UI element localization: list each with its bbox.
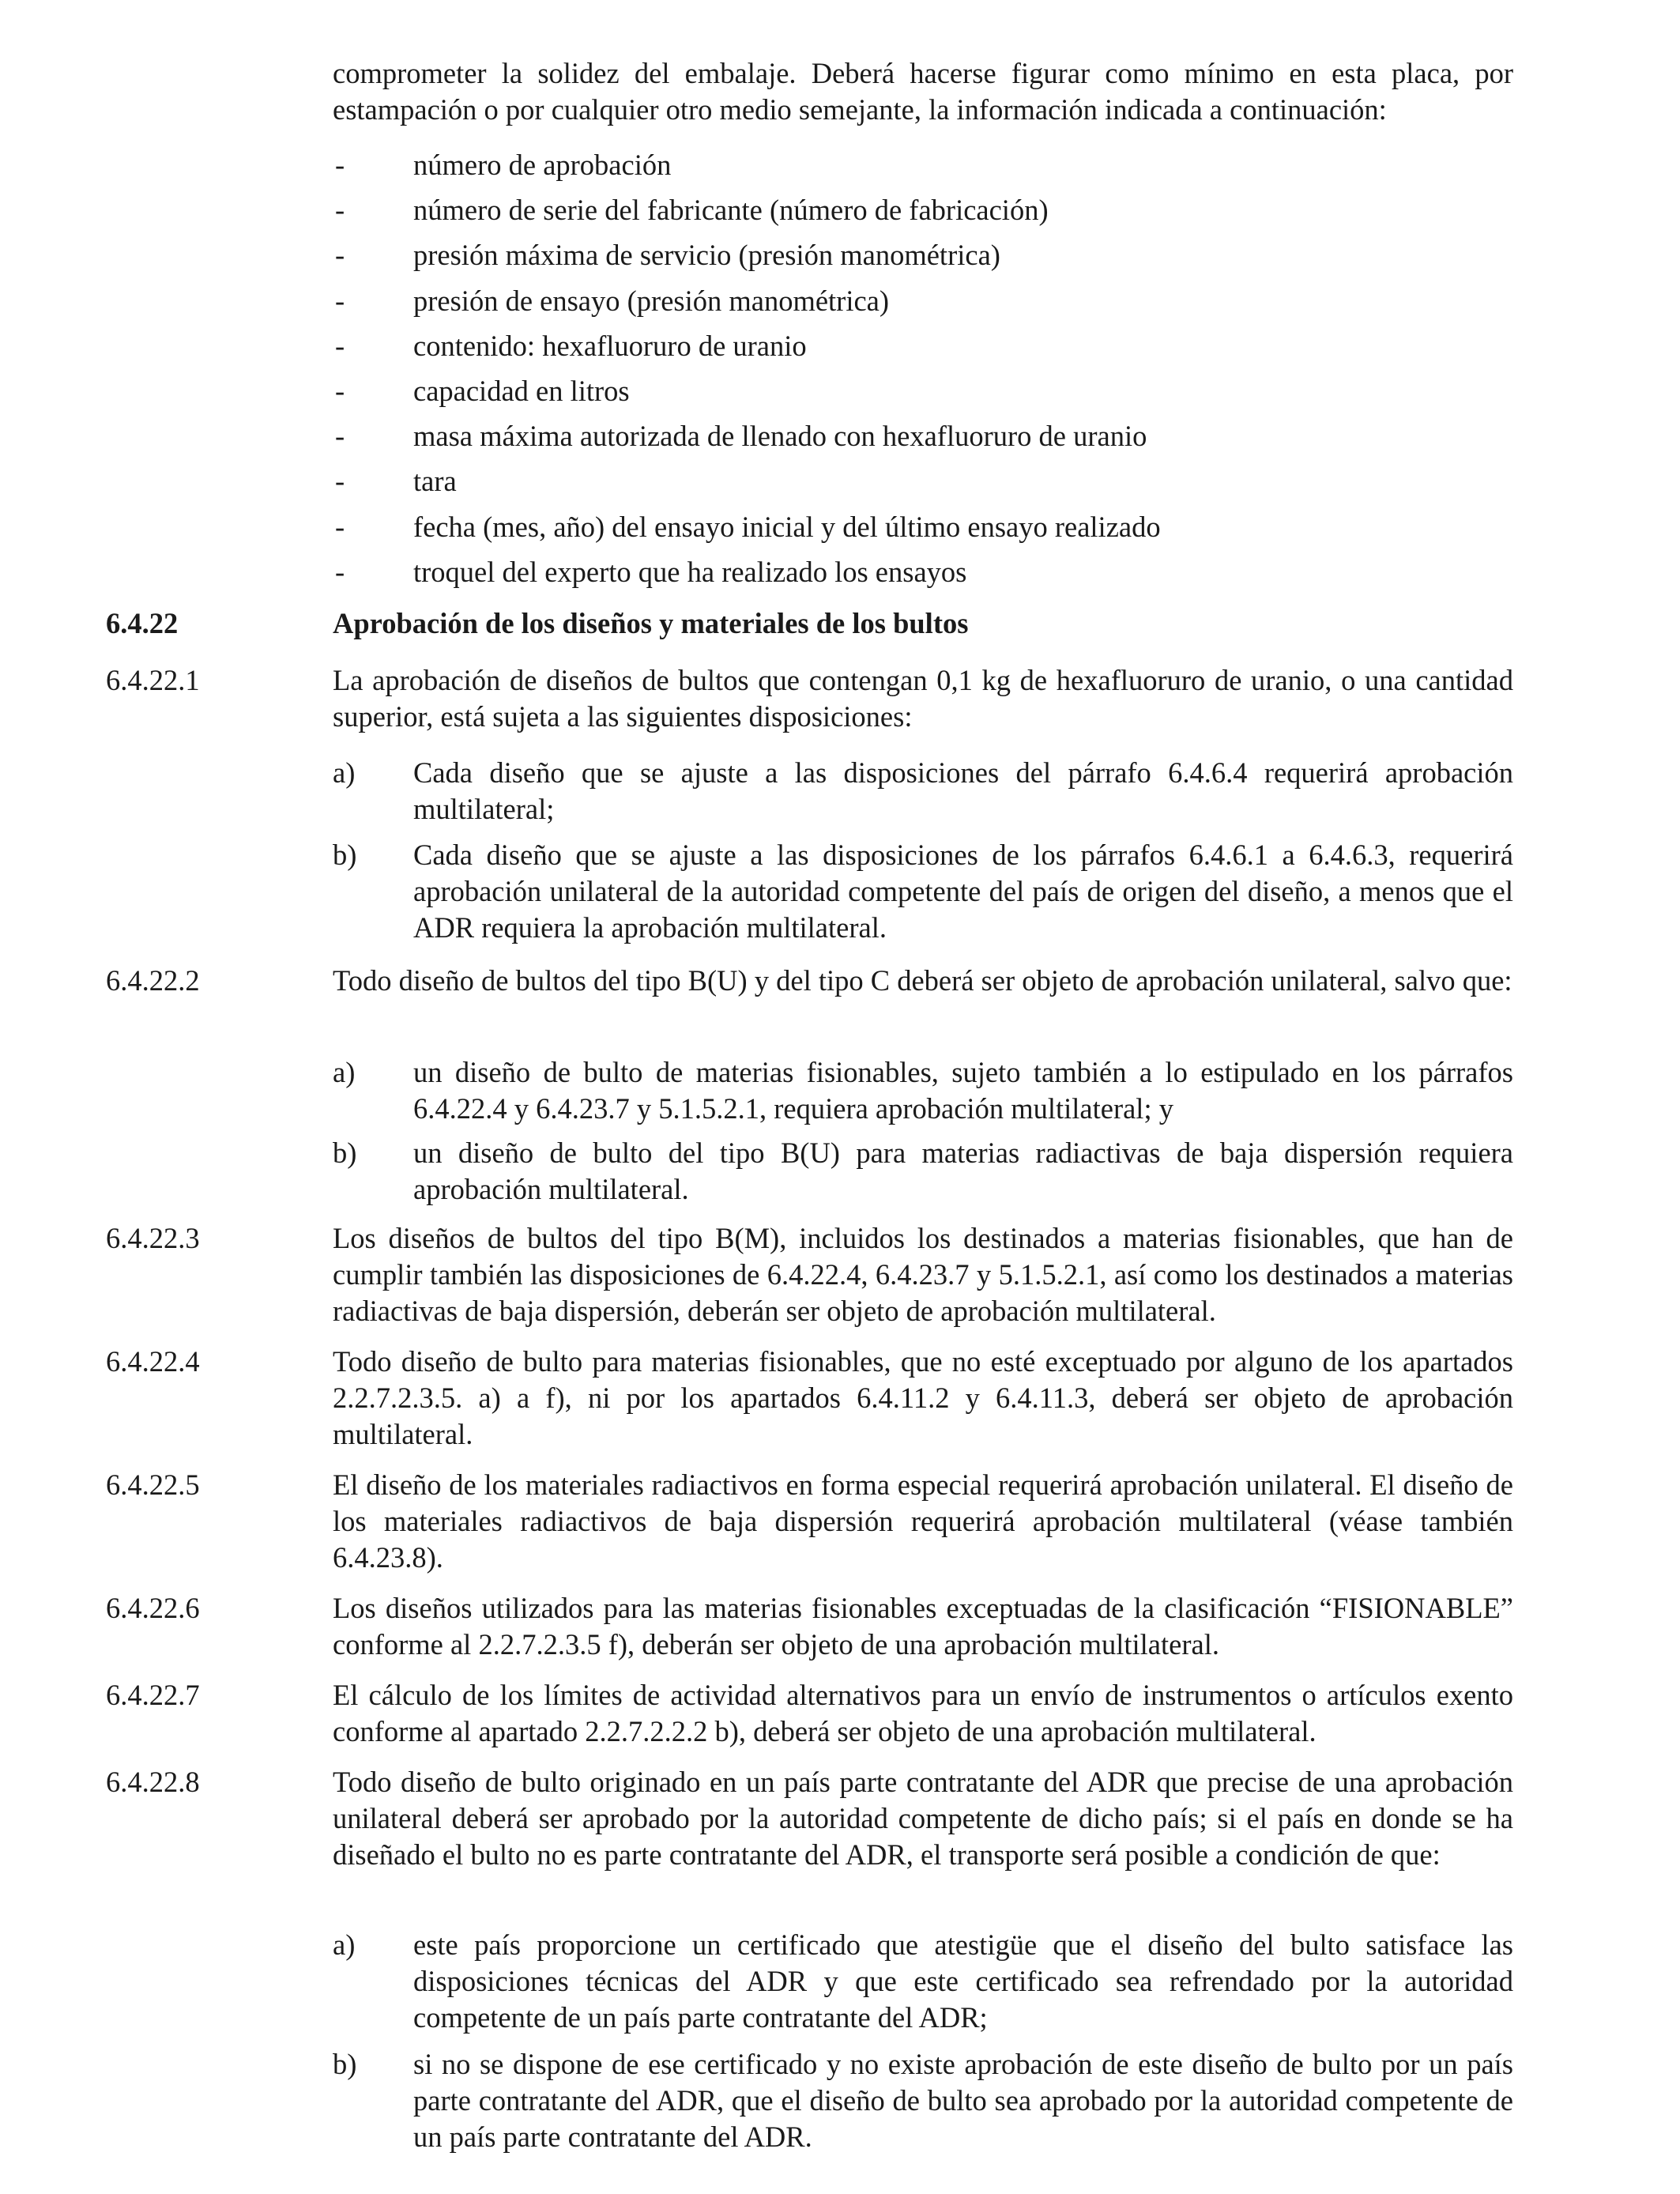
sub-item-text: un diseño de bulto de materias fisionables, sujeto también a lo estipulado en los párrafos 6.4.22.4 y 6.4.23.7 y 5.1.5.2.1, requiera aprobación multilateral; y — [413, 1056, 1513, 1125]
list-item: - troquel del experto que ha realizado los ensayos — [333, 554, 1513, 599]
sub-item-label: b) — [333, 2048, 357, 2080]
paragraph-text: El cálculo de los límites de actividad alternativos para un envío de instrumentos o artículos exento conforme al apartado 2.2.7.2.2.2 b), deberá ser objeto de una aprobación multilateral. — [333, 1679, 1513, 1747]
list-item: - masa máxima autorizada de llenado con hexafluoruro de uranio — [333, 418, 1513, 463]
list-dash: - — [335, 510, 345, 543]
section-number: 6.4.22 — [106, 607, 179, 639]
sub-item-label: a) — [333, 756, 356, 789]
list-item: - número de aprobación — [333, 147, 1513, 192]
list-item: - contenido: hexafluoruro de uranio — [333, 328, 1513, 373]
list-dash: - — [335, 149, 345, 181]
paragraph-number: 6.4.22.6 — [106, 1592, 200, 1624]
list-item: - capacidad en litros — [333, 373, 1513, 418]
sub-item-text: este país proporcione un certificado que atestigüe que el diseño del bulto satisface las disposiciones técnicas del ADR y que este certificado sea refrendado por la autoridad competente de un país parte contratante del ADR; — [413, 1928, 1513, 2034]
list-item: - fecha (mes, año) del ensayo inicial y del último ensayo realizado — [333, 509, 1513, 554]
paragraph-number: 6.4.22.4 — [106, 1345, 200, 1378]
paragraph-text: Todo diseño de bulto para materias fisionables, que no esté exceptuado por alguno de los apartados 2.2.7.2.3.5. a) a f), ni por los apartados 6.4.11.2 y 6.4.11.3, deberá ser objeto de aprobación multilateral. — [333, 1345, 1513, 1450]
list-dash: - — [335, 420, 345, 453]
paragraph-number: 6.4.22.1 — [106, 664, 200, 696]
sub-item-label: a) — [333, 1056, 356, 1088]
paragraph-number: 6.4.22.8 — [106, 1766, 200, 1798]
list-dash: - — [335, 465, 345, 498]
sub-item-label: b) — [333, 839, 357, 871]
sub-item-label: a) — [333, 1928, 356, 1961]
paragraph-text: Todo diseño de bultos del tipo B(U) y del tipo C deberá ser objeto de aprobación unilateral, salvo que: — [333, 964, 1512, 997]
list-item: - presión de ensayo (presión manométrica) — [333, 283, 1513, 328]
list-dash: - — [335, 374, 345, 407]
paragraph-number: 6.4.22.2 — [106, 964, 200, 997]
list-dash: - — [335, 555, 345, 588]
paragraph-text: La aprobación de diseños de bultos que contengan 0,1 kg de hexafluoruro de uranio, o una cantidad superior, está sujeta a las siguientes disposiciones: — [333, 664, 1513, 733]
intro-paragraph: comprometer la solidez del embalaje. Deberá hacerse figurar como mínimo en esta placa, por estampación o por cualquier otro medio semejante, la información indicada a continuación: — [333, 57, 1513, 126]
list-dash: - — [335, 239, 345, 272]
list-item: - tara — [333, 463, 1513, 508]
list-item: - número de serie del fabricante (número de fabricación) — [333, 192, 1513, 237]
list-dash: - — [335, 194, 345, 227]
paragraph-text: Los diseños utilizados para las materias fisionables exceptuadas de la clasificación “FISIONABLE” conforme al 2.2.7.2.3.5 f), deberán ser objeto de una aprobación multilateral. — [333, 1592, 1513, 1661]
sub-item-text: Cada diseño que se ajuste a las disposiciones de los párrafos 6.4.6.1 a 6.4.6.3, requerirá aprobación unilateral de la autoridad competente del país de origen del diseño, a menos que el ADR requiera la aprobación multilateral. — [413, 839, 1513, 944]
paragraph-number: 6.4.22.7 — [106, 1679, 200, 1711]
paragraph-number: 6.4.22.5 — [106, 1468, 200, 1501]
paragraph-number: 6.4.22.3 — [106, 1222, 200, 1254]
dash-list — [333, 147, 1513, 599]
list-dash: - — [335, 284, 345, 317]
paragraph-text: Todo diseño de bulto originado en un país parte contratante del ADR que precise de una aprobación unilateral deberá ser aprobado por la autoridad competente de dicho país; si el país en donde se ha diseñado el bulto no es parte contratante del ADR, el transporte será posible a condición de que: — [333, 1766, 1513, 1871]
sub-item-text: si no se dispone de ese certificado y no existe aprobación de este diseño de bulto por un país parte contratante del ADR, que el diseño de bulto sea aprobado por la autoridad competente de un país parte contratante del ADR. — [413, 2048, 1513, 2153]
sub-item-text: Cada diseño que se ajuste a las disposiciones del párrafo 6.4.6.4 requerirá aprobación multilateral; — [413, 756, 1513, 825]
list-item: - presión máxima de servicio (presión manométrica) — [333, 237, 1513, 282]
paragraph-text: Los diseños de bultos del tipo B(M), incluidos los destinados a materias fisionables, que han de cumplir también las disposiciones de 6.4.22.4, 6.4.23.7 y 5.1.5.2.1, así como los destinados a materias radiactivas de baja dispersión, deberán ser objeto de aprobación multilateral. — [333, 1222, 1513, 1327]
paragraph-text: El diseño de los materiales radiactivos en forma especial requerirá aprobación unilateral. El diseño de los materiales radiactivos de baja dispersión requerirá aprobación multilateral (véase también 6.4.23.8). — [333, 1468, 1513, 1574]
list-dash: - — [335, 329, 345, 362]
section-title: Aprobación de los diseños y materiales de los bultos — [333, 607, 969, 639]
sub-item-text: un diseño de bulto del tipo B(U) para materias radiactivas de baja dispersión requiera aprobación multilateral. — [413, 1137, 1513, 1205]
sub-item-label: b) — [333, 1137, 357, 1169]
